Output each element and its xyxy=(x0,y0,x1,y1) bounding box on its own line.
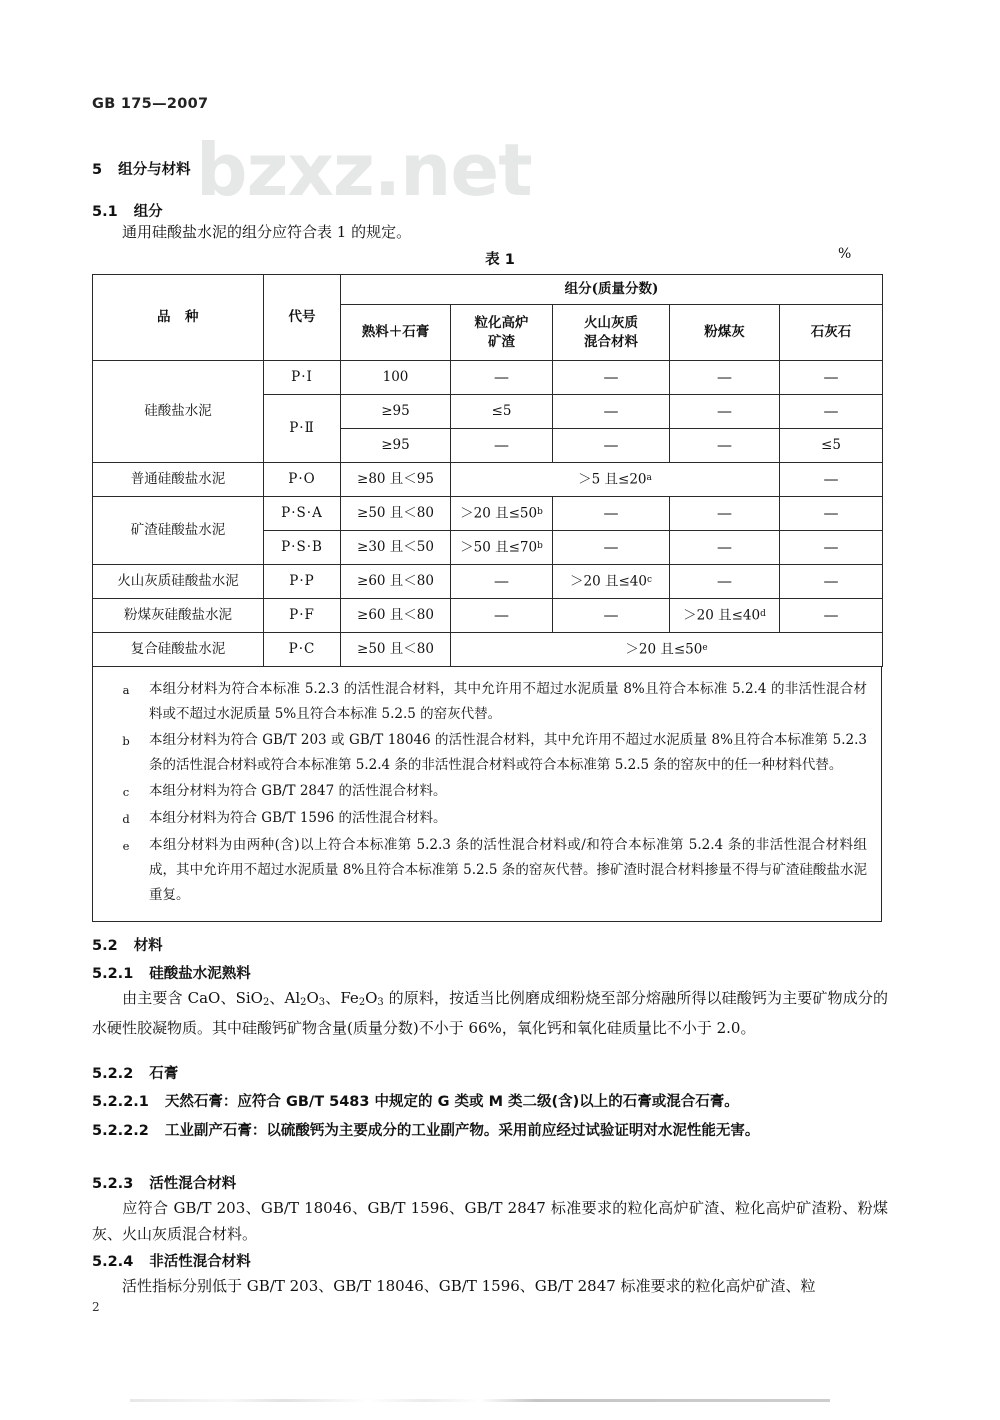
cell-variety-composite: 复合硅酸盐水泥 xyxy=(93,633,264,667)
table-row xyxy=(93,497,883,531)
cell-variety-pozzolana: 火山灰质硅酸盐水泥 xyxy=(93,565,264,599)
heading-5-2-1-number: 5.2.1 xyxy=(92,966,134,982)
heading-5-number: 5 xyxy=(92,162,103,178)
th-pozzolana-line2: 混合材料 xyxy=(584,333,638,350)
page-number: 2 xyxy=(92,1300,100,1314)
heading-5-2-2-2-title: 工业副产石膏：以硫酸钙为主要成分的工业副产物。采用前应经过试验证明对水泥性能无害。 xyxy=(164,1123,760,1139)
cell-flyash xyxy=(670,599,780,633)
clinker-mid-1: 、Al xyxy=(269,989,301,1007)
footnote-a xyxy=(103,677,875,727)
paragraph-5-2-3-body xyxy=(92,1196,888,1247)
cell-code: P·S·A xyxy=(264,497,341,531)
table-row xyxy=(93,599,883,633)
heading-5-title: 组分与材料 xyxy=(118,162,191,178)
heading-5-2-2-1-title: 天然石膏：应符合 GB/T 5483 中规定的 G 类或 M 类二级(含)以上的石膏或混合石膏。 xyxy=(164,1094,739,1110)
cell-limestone: — xyxy=(780,463,883,497)
paragraph-5-2-1-body xyxy=(92,986,888,1041)
cell-variety-ordinary: 普通硅酸盐水泥 xyxy=(93,463,264,497)
heading-5-2-3 xyxy=(92,1172,236,1193)
footnote-e-mark: e xyxy=(122,839,130,853)
footnote-d xyxy=(103,806,875,832)
cell-pozzolana: — xyxy=(553,531,670,565)
clinker-mid-3: 、Fe xyxy=(325,989,359,1007)
clinker-tail: 的原料，按适当比例磨成细粉烧至部分熔融所得以硅酸钙为主要矿物成分的水硬性胶凝物质。其中硅酸钙矿物含量(质量分数)不小于 66%，氧化钙和氧化硅质量比不小于 2.0。 xyxy=(92,989,888,1037)
cell-slag: — xyxy=(451,565,553,599)
table-caption: 表 1 xyxy=(485,252,515,268)
clinker-lead: 由主要含 CaO、SiO xyxy=(122,989,263,1007)
cell-pozzolana: — xyxy=(553,361,670,395)
footnote-c-mark: c xyxy=(122,785,130,799)
cell-pozzolana: — xyxy=(553,497,670,531)
th-granulated-slag-line2: 矿渣 xyxy=(488,333,515,350)
heading-5-2-2-2-number: 5.2.2.2 xyxy=(92,1123,149,1139)
cell-clinker: 100 xyxy=(341,361,451,395)
footnote-ref-d: d xyxy=(760,609,766,620)
th-clinker-gypsum: 熟料＋石膏 xyxy=(341,305,451,361)
table-header-row-1 xyxy=(93,275,883,305)
cell-code: P·P xyxy=(264,565,341,599)
cell-slag: — xyxy=(451,599,553,633)
cell-limestone: — xyxy=(780,531,883,565)
heading-5-1-title: 组分 xyxy=(133,204,163,220)
cell-clinker: ≥30 且＜50 xyxy=(341,531,451,565)
cell-flyash: — xyxy=(670,361,780,395)
paragraph-5-2-4-text: 活性指标分别低于 GB/T 203、GB/T 18046、GB/T 1596、GB/T 2847 标准要求的粒化高炉矿渣、粒 xyxy=(122,1277,816,1295)
cell-limestone: — xyxy=(780,497,883,531)
footnote-d-text: 本组分材料为符合 GB/T 1596 的活性混合材料。 xyxy=(149,810,447,826)
table-row xyxy=(93,463,883,497)
table-footnotes xyxy=(92,667,882,922)
table-unit-label: % xyxy=(838,246,852,262)
footnote-ref-b: b xyxy=(537,541,543,552)
th-composition-group: 组分(质量分数) xyxy=(341,275,883,305)
cell-slag: — xyxy=(451,361,553,395)
footnote-a-mark: a xyxy=(122,683,130,697)
cell-pozzolana-value: ＞20 且≤40 xyxy=(570,573,647,590)
cell-merged-composition xyxy=(451,633,883,667)
footnote-ref-b: b xyxy=(537,507,543,518)
cell-clinker: ≥95 xyxy=(341,429,451,463)
th-granulated-slag-line1: 粒化高炉 xyxy=(474,314,529,331)
th-limestone: 石灰石 xyxy=(780,305,883,361)
cell-limestone: — xyxy=(780,361,883,395)
heading-5-2-1 xyxy=(92,962,251,983)
running-head-standard-number: GB 175—2007 xyxy=(92,96,209,112)
footnote-ref-c: c xyxy=(646,575,652,586)
footnote-b-text: 本组分材料为符合 GB/T 203 或 GB/T 18046 的活性混合材料，其中允许用不超过水泥质量 8%且符合本标准第 5.2.3 条的活性混合材料或符合本标准第 5.2.4 条的非活性混合材料或符合本标准第 5.2.5 条的窑灰中的任一种材料代替。 xyxy=(149,732,867,773)
footnote-d-mark: d xyxy=(122,812,130,826)
footnote-e-text: 本组分材料为由两种(含)以上符合本标准第 5.2.3 条的活性混合材料或/和符合本标准第 5.2.4 条的非活性混合材料组成，其中允许用不超过水泥质量 8%且符合本标准第 5.2.5 条的窑灰代替。掺矿渣时混合材料掺量不得与矿渣硅酸盐水泥重复。 xyxy=(149,837,867,903)
table-1-container xyxy=(92,274,882,922)
footnote-ref-a: a xyxy=(646,473,652,484)
heading-5-2-2 xyxy=(92,1062,178,1083)
heading-5-2-2-2 xyxy=(92,1118,892,1144)
heading-5-2-4-number: 5.2.4 xyxy=(92,1254,134,1270)
cell-limestone: ≤5 xyxy=(780,429,883,463)
paragraph-5-1-body xyxy=(92,220,882,246)
cell-clinker: ≥95 xyxy=(341,395,451,429)
cell-code: P·Ⅱ xyxy=(264,395,341,463)
clinker-sub-1: 2 xyxy=(262,997,270,1009)
cell-pozzolana xyxy=(553,565,670,599)
cell-slag: — xyxy=(451,429,553,463)
heading-5-2-3-number: 5.2.3 xyxy=(92,1176,134,1192)
heading-5-2-title: 材料 xyxy=(133,938,163,954)
paragraph-5-2-4-body xyxy=(92,1274,888,1300)
cell-flyash-value: ＞20 且≤40 xyxy=(683,607,761,624)
cell-merged-value: ＞5 且≤20 xyxy=(578,471,647,488)
heading-5-2-4-title: 非活性混合材料 xyxy=(149,1254,251,1270)
composition-table xyxy=(92,274,883,667)
cell-clinker: ≥80 且＜95 xyxy=(341,463,451,497)
th-pozzolana xyxy=(553,305,670,361)
cell-code: P·F xyxy=(264,599,341,633)
heading-5-2-2-title: 石膏 xyxy=(149,1066,179,1082)
footnote-b xyxy=(103,728,875,778)
cell-code: P·S·B xyxy=(264,531,341,565)
heading-5-2-4 xyxy=(92,1250,251,1271)
clinker-sub-5: 3 xyxy=(377,997,384,1009)
clinker-mid-4: O xyxy=(365,989,378,1007)
heading-5-2-1-title: 硅酸盐水泥熟料 xyxy=(149,966,251,982)
cell-clinker: ≥50 且＜80 xyxy=(341,633,451,667)
clinker-sub-4: 2 xyxy=(358,997,366,1009)
cell-limestone: — xyxy=(780,599,883,633)
footnote-e xyxy=(103,833,875,908)
footnote-c-text: 本组分材料为符合 GB/T 2847 的活性混合材料。 xyxy=(149,783,447,799)
cell-pozzolana: — xyxy=(553,429,670,463)
paragraph-5-1-text: 通用硅酸盐水泥的组分应符合表 1 的规定。 xyxy=(122,223,412,241)
clinker-sub-3: 3 xyxy=(318,997,326,1009)
cell-limestone: — xyxy=(780,565,883,599)
cell-code: P·Ⅰ xyxy=(264,361,341,395)
footnote-b-mark: b xyxy=(122,734,130,748)
cell-merged-composition xyxy=(451,463,780,497)
cell-variety-slag: 矿渣硅酸盐水泥 xyxy=(93,497,264,565)
clinker-sub-2: 2 xyxy=(300,997,307,1009)
watermark-bzxz: bzxz.net xyxy=(196,128,532,212)
heading-5-2-2-number: 5.2.2 xyxy=(92,1066,134,1082)
heading-5-2 xyxy=(92,934,163,955)
table-row xyxy=(93,565,883,599)
cell-variety-flyash: 粉煤灰硅酸盐水泥 xyxy=(93,599,264,633)
heading-5-1 xyxy=(92,200,163,221)
footnote-c xyxy=(103,779,875,805)
cell-flyash: — xyxy=(670,565,780,599)
cell-slag xyxy=(451,531,553,565)
cell-slag xyxy=(451,497,553,531)
cell-clinker: ≥60 且＜80 xyxy=(341,599,451,633)
cell-flyash: — xyxy=(670,497,780,531)
cell-pozzolana: — xyxy=(553,395,670,429)
th-granulated-slag xyxy=(451,305,553,361)
cell-flyash: — xyxy=(670,429,780,463)
cell-clinker: ≥60 且＜80 xyxy=(341,565,451,599)
cell-slag-value: ＞50 且≤70 xyxy=(460,539,538,556)
cell-limestone: — xyxy=(780,395,883,429)
clinker-mid-2: O xyxy=(306,989,319,1007)
heading-5-2-2-1-number: 5.2.2.1 xyxy=(92,1094,149,1110)
cell-flyash: — xyxy=(670,531,780,565)
cell-slag-value: ＞20 且≤50 xyxy=(460,505,538,522)
paragraph-5-2-3-text: 应符合 GB/T 203、GB/T 18046、GB/T 1596、GB/T 2847 标准要求的粒化高炉矿渣、粒化高炉矿渣粉、粉煤灰、火山灰质混合材料。 xyxy=(92,1199,888,1243)
cell-variety-portland: 硅酸盐水泥 xyxy=(93,361,264,463)
heading-5-2-2-1 xyxy=(92,1090,892,1111)
cell-code: P·C xyxy=(264,633,341,667)
scan-artifact xyxy=(130,1399,830,1402)
th-pozzolana-line1: 火山灰质 xyxy=(584,314,638,331)
heading-5 xyxy=(92,158,191,179)
cell-clinker: ≥50 且＜80 xyxy=(341,497,451,531)
table-row xyxy=(93,633,883,667)
cell-slag: ≤5 xyxy=(451,395,553,429)
cell-merged-value: ＞20 且≤50 xyxy=(625,641,703,658)
th-fly-ash: 粉煤灰 xyxy=(670,305,780,361)
footnote-a-text: 本组分材料为符合本标准 5.2.3 的活性混合材料，其中允许用不超过水泥质量 8%且符合本标准 5.2.4 的非活性混合材料或不超过水泥质量 5%且符合本标准 5.2.5 的窑灰代替。 xyxy=(149,681,867,722)
th-code: 代号 xyxy=(264,275,341,361)
heading-5-2-number: 5.2 xyxy=(92,938,118,954)
th-variety: 品 种 xyxy=(93,275,264,361)
cell-code: P·O xyxy=(264,463,341,497)
table-row xyxy=(93,361,883,395)
cell-pozzolana: — xyxy=(553,599,670,633)
heading-5-1-number: 5.1 xyxy=(92,204,118,220)
footnote-ref-e: e xyxy=(702,643,708,654)
heading-5-2-3-title: 活性混合材料 xyxy=(149,1176,237,1192)
cell-flyash: — xyxy=(670,395,780,429)
